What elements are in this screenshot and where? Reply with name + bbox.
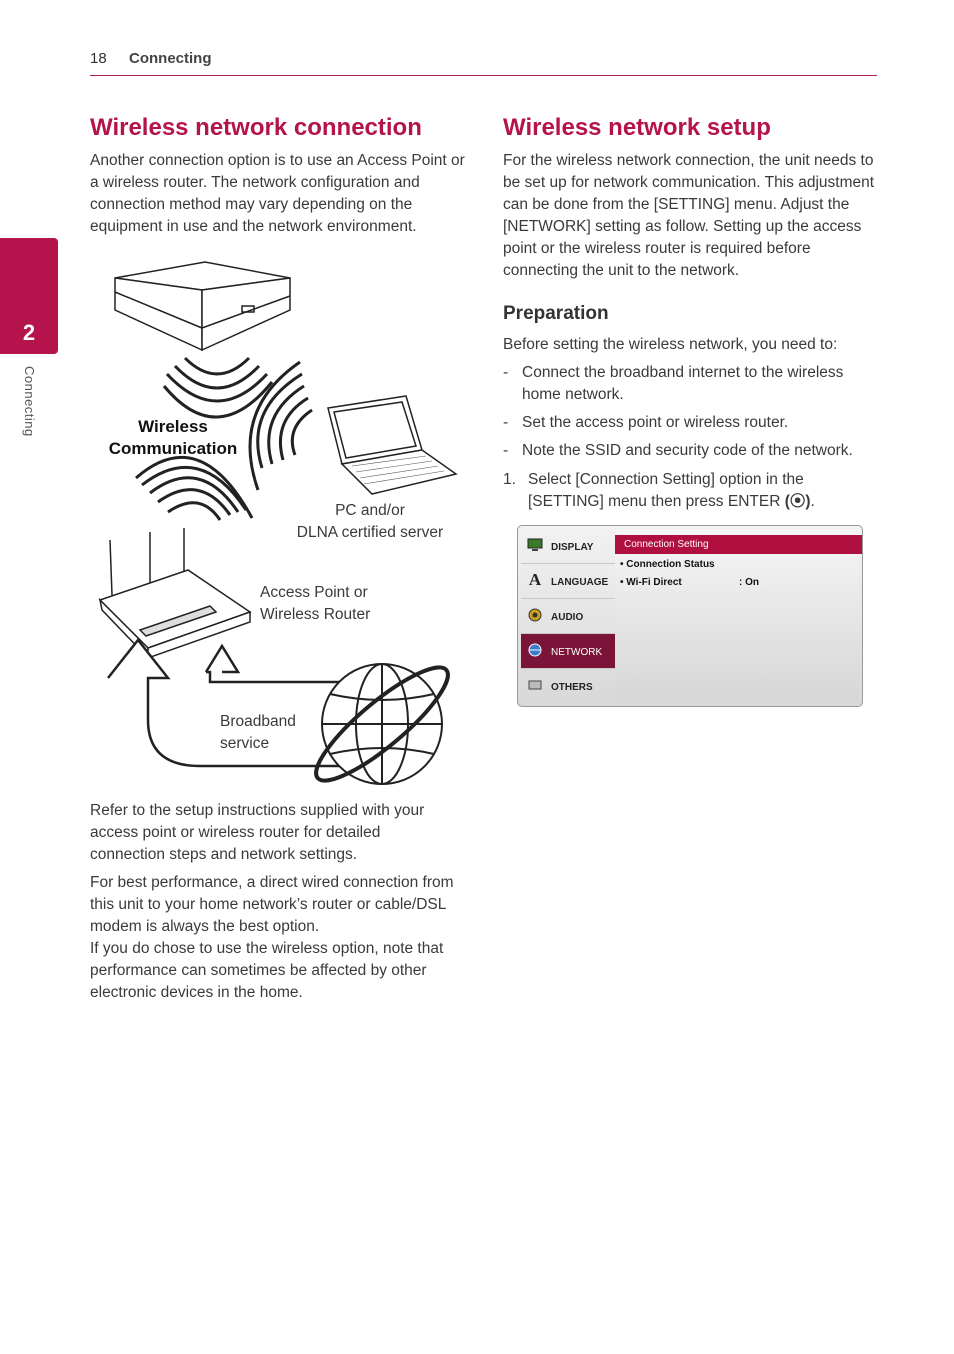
chapter-label: Connecting (22, 366, 37, 437)
performance-paragraph: For best performance, a direct wired connection from this unit to your home network’s router or cable/DSL modem is always the best option. (90, 874, 454, 935)
network-diagram (90, 250, 470, 790)
preparation-item (503, 362, 873, 406)
preparation-intro: Before setting the wireless network, you need to: (503, 336, 838, 353)
step-number: 1. (503, 471, 516, 488)
wireless-setup-intro: For the wireless network connection, the unit needs to be set up for network communication. This adjustment can be done from the [SETTING] menu. Adjust the [NETWORK] setting as follow. Setting up the access point or the wireless router is required before connecting the unit to the network. (503, 152, 875, 279)
step-1-text: Select [Connection Setting] option in the [SETTING] menu then press ENTER (528, 471, 804, 510)
menu-item-others[interactable] (521, 669, 615, 703)
menu-item-label: NETWORK (551, 647, 603, 658)
step-1 (503, 469, 843, 513)
section-title: Connecting (129, 50, 212, 67)
menu-item-display[interactable] (521, 529, 615, 564)
broadband-label-line1: Broadband (220, 713, 296, 730)
globe-icon (304, 653, 461, 790)
enter-symbol: (⦿) (784, 493, 811, 510)
wireless-setup-title: Wireless network setup (503, 114, 771, 141)
menu-item-audio[interactable] (521, 599, 615, 634)
broadband-label (220, 711, 296, 755)
menu-item-label: AUDIO (551, 612, 584, 623)
preparation-title: Preparation (503, 303, 609, 324)
preparation-item-text: Set the access point or wireless router. (522, 414, 789, 431)
step-text (528, 469, 843, 513)
settings-menu-panel (615, 529, 859, 703)
preparation-item (503, 412, 873, 434)
wireless-communication-label (90, 416, 256, 460)
language-icon: A (528, 570, 542, 589)
preparation-item-text: Note the SSID and security code of the network. (522, 442, 853, 459)
wireless-label-line2: Communication (108, 439, 238, 458)
audio-icon (527, 608, 543, 622)
menu-item-label: DISPLAY (551, 542, 594, 553)
page-number: 18 (90, 50, 107, 67)
broadband-label-line2: service (220, 735, 270, 752)
ap-label-line2: Wireless Router (260, 606, 371, 623)
chapter-number: 2 (22, 320, 36, 345)
settings-menu-sidebar (521, 529, 615, 703)
dash-marker: - (503, 364, 509, 381)
wireless-option-paragraph: If you do chose to use the wireless option, note that performance can sometimes be affected by other electronic devices in the home. (90, 940, 444, 1001)
pc-label-line2: DLNA certified server (296, 524, 444, 541)
connection-status-row[interactable]: • Connection Status (620, 559, 715, 570)
connection-setting-header[interactable]: Connection Setting (615, 535, 863, 554)
display-icon (527, 538, 543, 552)
preparation-item (503, 440, 881, 462)
settings-menu (517, 525, 863, 707)
menu-item-label: LANGUAGE (551, 577, 609, 588)
player-signal-icon (164, 358, 272, 417)
access-point-label (260, 582, 370, 626)
menu-item-label: OTHERS (551, 682, 593, 693)
player-icon (115, 262, 290, 350)
wifi-direct-value: : On (739, 577, 759, 588)
ap-label-line1: Access Point or (260, 584, 368, 601)
router-signal-icon (136, 457, 252, 520)
step-1-end: . (810, 493, 815, 510)
dash-marker: - (503, 414, 509, 431)
router-icon (100, 528, 250, 658)
menu-item-network[interactable] (521, 634, 615, 669)
laptop-icon (328, 396, 456, 494)
menu-item-language[interactable] (521, 564, 615, 599)
wireless-label-line1: Wireless (138, 417, 208, 436)
setup-instructions-paragraph: Refer to the setup instructions supplied with your access point or wireless router for detailed connection steps and network settings. (90, 802, 425, 863)
others-icon (527, 678, 543, 692)
pc-label (290, 500, 450, 544)
preparation-item-text: Connect the broadband internet to the wireless home network. (522, 364, 844, 403)
wifi-direct-label[interactable]: • Wi-Fi Direct (620, 577, 682, 588)
dash-marker: - (503, 442, 509, 459)
pc-label-line1: PC and/or (335, 502, 405, 519)
wireless-connection-intro: Another connection option is to use an Access Point or a wireless router. The network configuration and connection method may vary depending on the equipment in use and the network environment. (90, 152, 465, 235)
wireless-connection-title: Wireless network connection (90, 114, 422, 141)
header-rule (90, 75, 877, 76)
network-icon (527, 643, 543, 657)
